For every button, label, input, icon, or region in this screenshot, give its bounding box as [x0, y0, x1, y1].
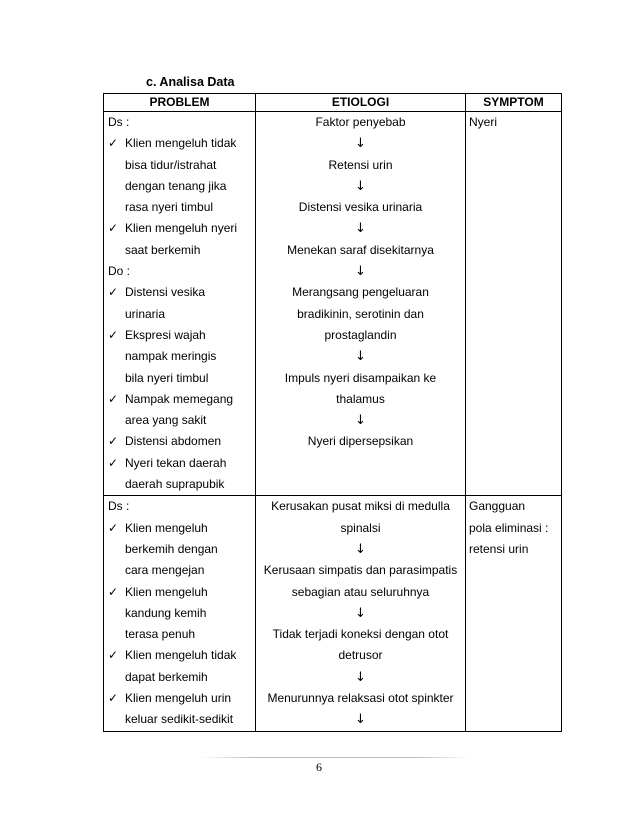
down-arrow-icon: ↓ [355, 413, 366, 429]
down-arrow-icon: ↓ [355, 712, 366, 728]
down-arrow-icon: ↓ [355, 541, 366, 557]
etiologi-line: Nyeri dipersepsikan [307, 434, 414, 449]
problem-line [108, 368, 255, 389]
etiologi-line: detrusor [338, 648, 383, 663]
problem-text: Ds : [108, 499, 130, 514]
header-symptom: SYMPTOM [466, 94, 562, 112]
checkmark-icon: ✓ [108, 520, 119, 535]
problem-line [108, 155, 255, 176]
problem-text: dapat berkemih [125, 669, 208, 684]
down-arrow-icon: ↓ [355, 136, 366, 152]
problem-line [108, 282, 255, 303]
analysis-table [103, 93, 562, 732]
section-heading: c. Analisa Data [146, 75, 235, 89]
footer-divider [200, 757, 470, 758]
etiologi-line: Kerusakan pusat miksi di medulla [271, 499, 450, 514]
problem-line [108, 518, 255, 539]
problem-line [108, 667, 255, 688]
checkmark-icon: ✓ [108, 327, 119, 342]
problem-text: Klien mengeluh urin [125, 691, 232, 706]
problem-line [108, 325, 255, 346]
etiologi-line: Tidak terjadi koneksi dengan otot [272, 627, 449, 642]
problem-text: nampak meringis [125, 349, 217, 364]
problem-text: cara mengejan [125, 563, 205, 578]
etiologi-line: bradikinin, serotinin dan [297, 306, 424, 321]
down-arrow-icon: ↓ [355, 605, 366, 621]
problem-line [108, 261, 255, 282]
etiologi-line: Impuls nyeri disampaikan ke [284, 370, 437, 385]
checkmark-icon: ✓ [108, 691, 119, 706]
problem-text: Klien mengeluh tidak [125, 648, 237, 663]
problem-line [108, 133, 255, 154]
problem-text: terasa penuh [125, 627, 196, 642]
problem-text: Nyeri tekan daerah [125, 455, 227, 470]
problem-text: urinaria [125, 306, 166, 321]
problem-text: Distensi vesika [125, 285, 206, 300]
down-arrow-icon: ↓ [355, 264, 366, 280]
problem-text: bila nyeri timbul [125, 370, 209, 385]
etiologi-line: sebagian atau seluruhnya [291, 584, 430, 599]
page-number: 6 [316, 760, 322, 774]
problem-line [108, 410, 255, 431]
problem-text: Nampak memegang [125, 391, 234, 406]
problem-line [108, 176, 255, 197]
symptom-line: Gangguan [469, 499, 526, 514]
down-arrow-icon: ↓ [355, 349, 366, 365]
problem-text: dengan tenang jika [125, 178, 227, 193]
symptom-cell [466, 112, 562, 496]
problem-line [108, 304, 255, 325]
header-row [104, 94, 562, 112]
checkmark-icon: ✓ [108, 584, 119, 599]
checkmark-icon: ✓ [108, 285, 119, 300]
problem-line [108, 453, 255, 474]
problem-line [108, 496, 255, 517]
etiologi-line: Kerusaan simpatis dan parasimpatis [263, 563, 458, 578]
problem-text: saat berkemih [125, 242, 201, 257]
checkmark-icon: ✓ [108, 455, 119, 470]
problem-text: Do : [108, 264, 131, 279]
down-arrow-icon: ↓ [355, 178, 366, 194]
problem-text: daerah suprapubik [125, 477, 225, 492]
etiologi-line: Menekan saraf disekitarnya [287, 242, 434, 257]
etiologi-line: Menurunnya relaksasi otot spinkter [267, 691, 454, 706]
symptom-line: pola eliminasi : [469, 520, 549, 535]
etiologi-line: spinalsi [340, 520, 381, 535]
symptom-line: retensi urin [469, 541, 529, 556]
problem-line [108, 624, 255, 645]
problem-line [108, 645, 255, 666]
problem-line [108, 218, 255, 239]
checkmark-icon: ✓ [108, 136, 119, 151]
problem-line [108, 603, 255, 624]
problem-text: Klien mengeluh [125, 520, 208, 535]
problem-line [108, 197, 255, 218]
etiologi-cell [256, 496, 466, 731]
etiologi-cell [256, 112, 466, 496]
problem-text: Klien mengeluh [125, 584, 208, 599]
problem-line [108, 431, 255, 452]
header-etiologi: ETIOLOGI [256, 94, 466, 112]
problem-line [108, 346, 255, 367]
problem-line [108, 709, 255, 730]
checkmark-icon: ✓ [108, 391, 119, 406]
problem-line [108, 112, 255, 133]
etiologi-line: Merangsang pengeluaran [292, 285, 429, 300]
problem-text: keluar sedikit-sedikit [125, 712, 234, 727]
symptom-cell [466, 496, 562, 731]
etiologi-line: Distensi vesika urinaria [298, 200, 423, 215]
etiologi-line: thalamus [336, 391, 385, 406]
problem-text: bisa tidur/istrahat [125, 157, 217, 172]
problem-line [108, 560, 255, 581]
etiologi-line: Retensi urin [328, 157, 393, 172]
problem-text: Ekspresi wajah [125, 327, 206, 342]
problem-text: Klien mengeluh tidak [125, 136, 237, 151]
problem-cell [104, 112, 256, 496]
problem-text: berkemih dengan [125, 541, 218, 556]
table-row [104, 112, 562, 496]
problem-line [108, 240, 255, 261]
problem-text: Ds : [108, 115, 130, 129]
checkmark-icon: ✓ [108, 648, 119, 663]
problem-text: rasa nyeri timbul [125, 200, 214, 215]
down-arrow-icon: ↓ [355, 221, 366, 237]
problem-line [108, 582, 255, 603]
problem-cell [104, 496, 256, 731]
problem-text: kandung kemih [125, 605, 207, 620]
problem-text: Klien mengeluh nyeri [125, 221, 238, 236]
header-problem: PROBLEM [104, 94, 256, 112]
checkmark-icon: ✓ [108, 434, 119, 449]
checkmark-icon: ✓ [108, 221, 119, 236]
problem-line [108, 688, 255, 709]
symptom-line: Nyeri [469, 115, 498, 129]
down-arrow-icon: ↓ [355, 669, 366, 685]
problem-line [108, 539, 255, 560]
table-row [104, 496, 562, 731]
problem-line [108, 474, 255, 495]
problem-text: area yang sakit [125, 413, 207, 428]
problem-text: Distensi abdomen [125, 434, 222, 449]
etiologi-line: Faktor penyebab [315, 115, 406, 129]
etiologi-line: prostaglandin [324, 327, 397, 342]
problem-line [108, 389, 255, 410]
